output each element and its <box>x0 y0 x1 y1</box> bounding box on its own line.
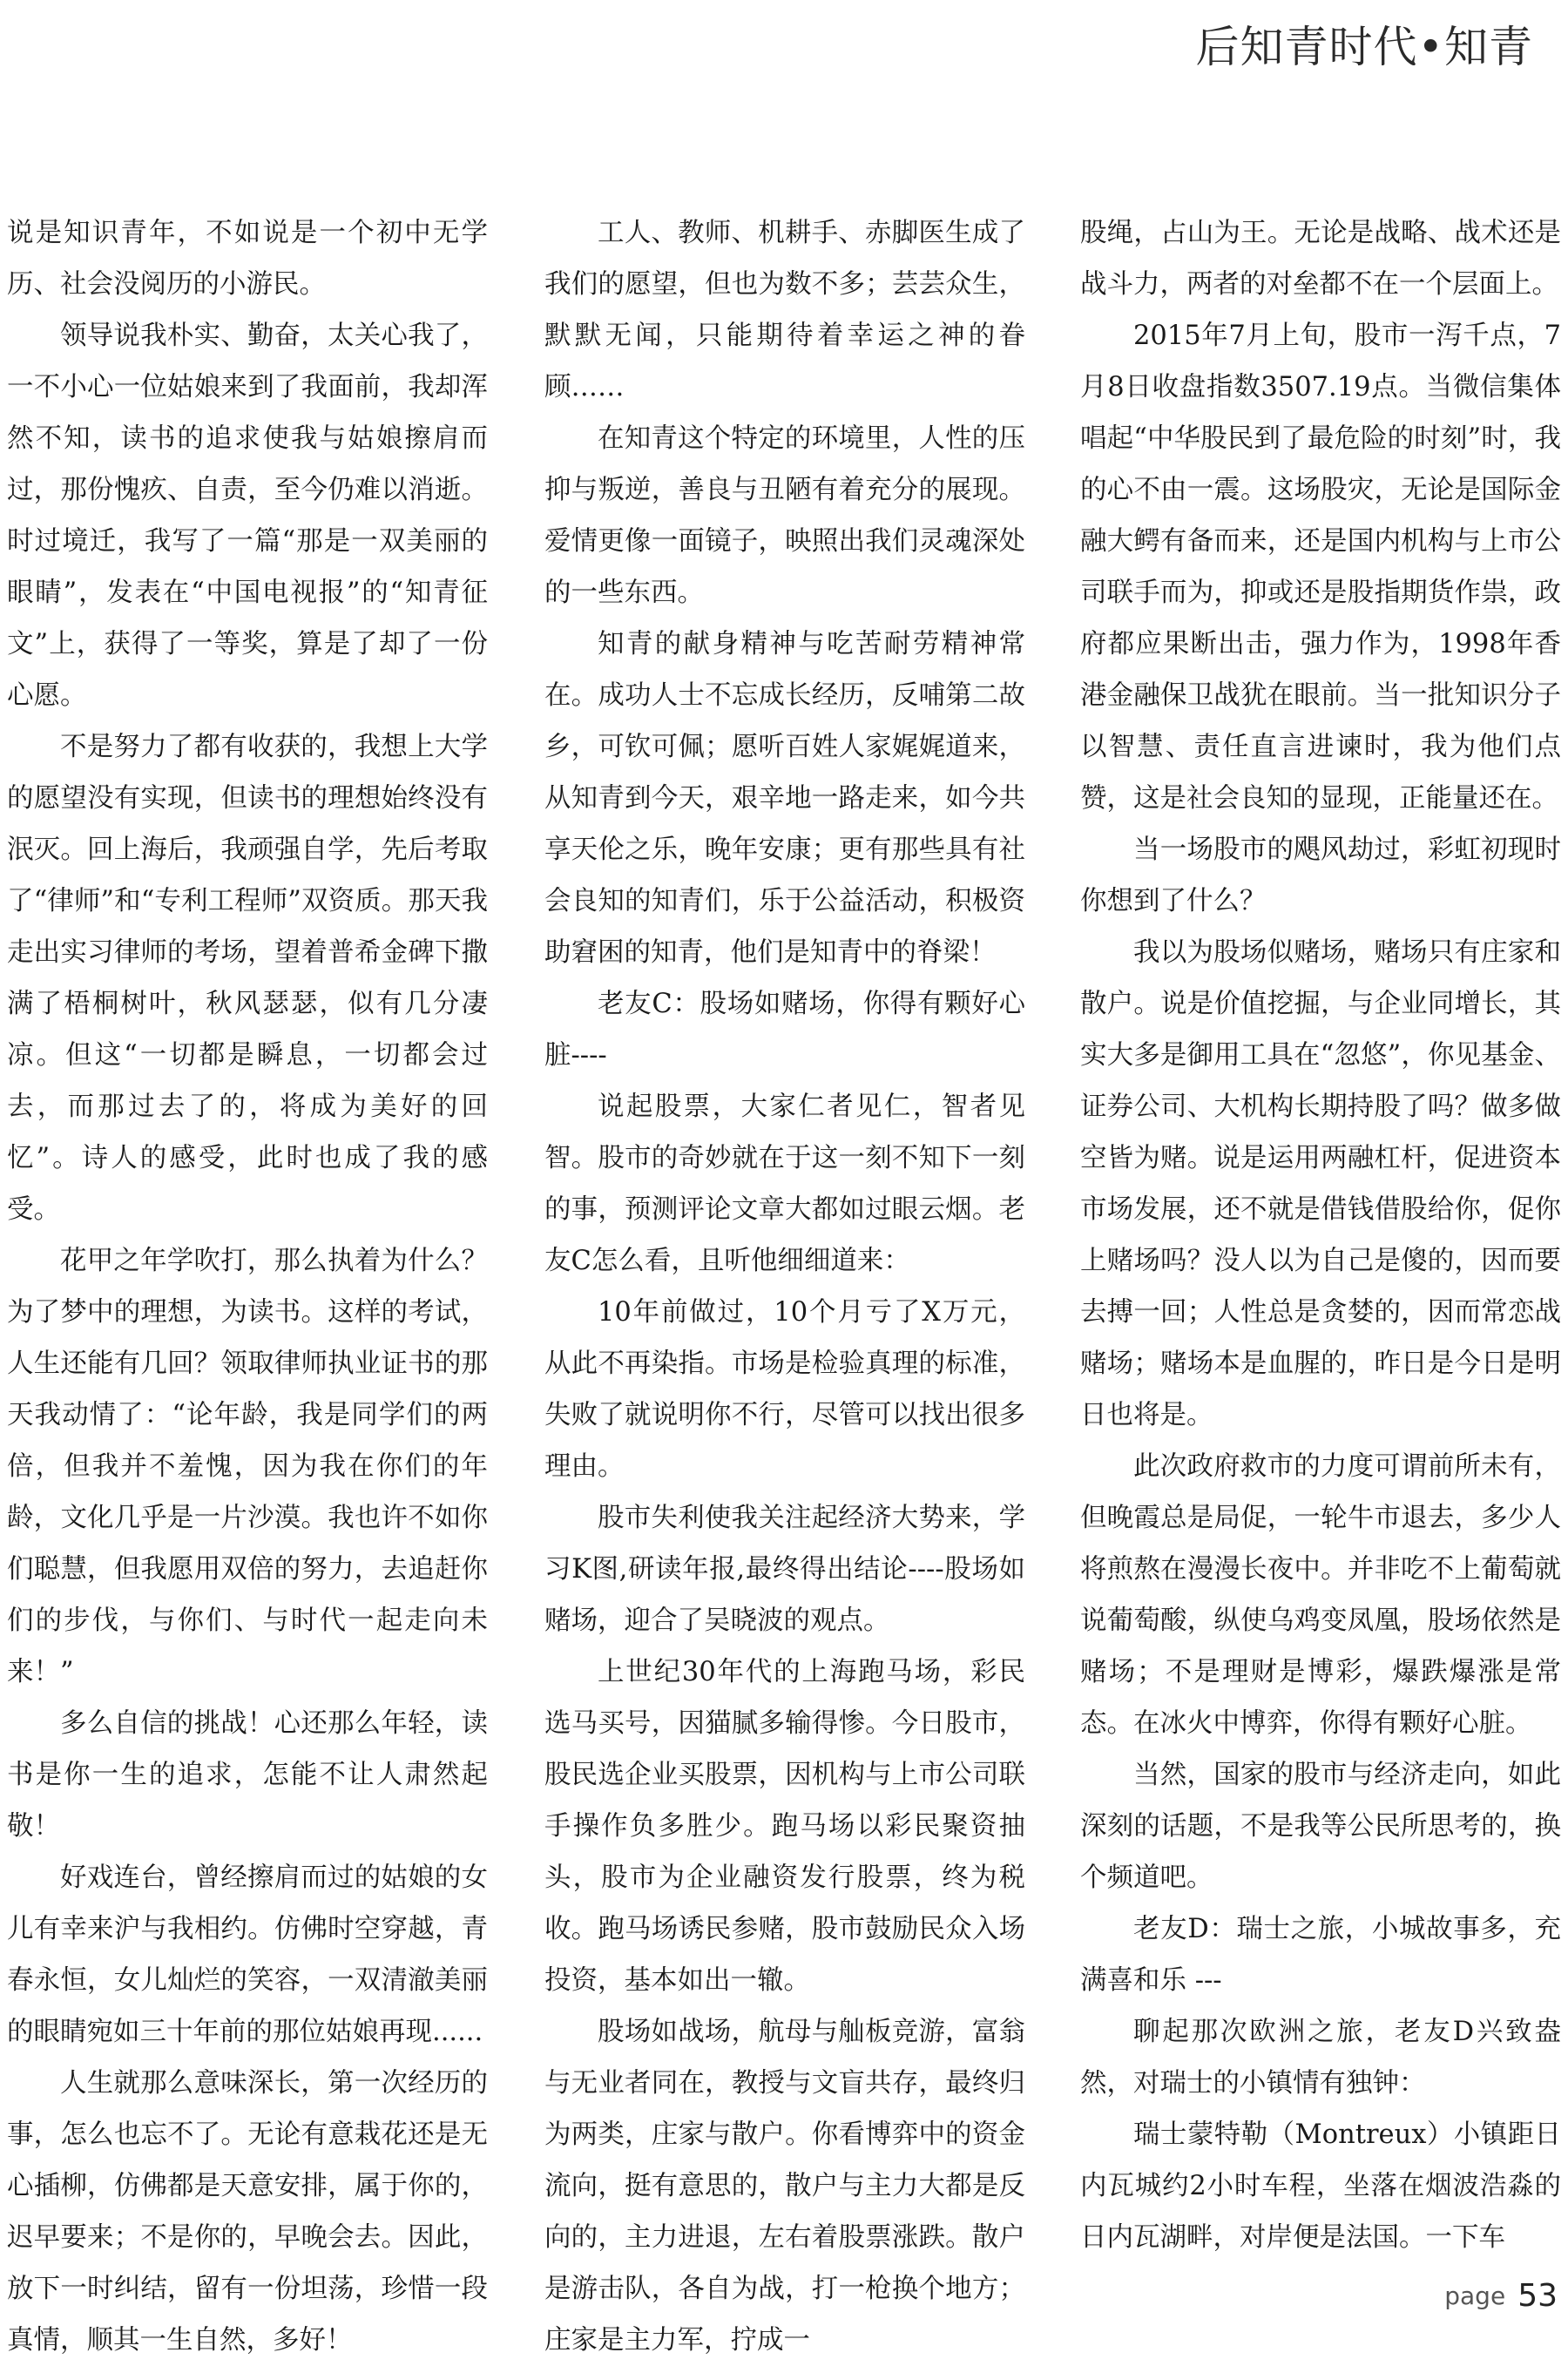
paragraph: 此次政府救市的力度可谓前所未有，但晚霞总是局促，一轮牛市退去，多少人将煎熬在漫漫长夜中。并非吃不上葡萄就说葡萄酸，纵使乌鸡变凤凰，股场依然是赌场；不是理财是博彩，爆跌爆涨是常态。在冰火中博弈，你得有颗好心脏。 <box>1080 1451 1561 1739</box>
text-column-2 <box>544 207 1025 2366</box>
paragraph: 我以为股场似赌场，赌场只有庄家和散户。说是价值挖掘，与企业同增长，其实大多是御用工具在“忽悠”，你见基金、证券公司、大机构长期持股了吗？做多做空皆为赌。说是运用两融杠杆，促进资本市场发展，还不就是借钱借股给你，促你上赌场吗？没人以为自己是傻的，因而要去搏一回；人性总是贪婪的，因而常恋战赌场；赌场本是血腥的，昨日是今日是明日也将是。 <box>1080 937 1561 1430</box>
paragraph: 股市失利使我关注起经济大势来，学习K图,研读年报,最终得出结论----股场如赌场，迎合了吴晓波的观点。 <box>544 1503 1025 1636</box>
page-footer <box>1444 2271 1568 2320</box>
paragraph: 知青的献身精神与吃苦耐劳精神常在。成功人士不忘成长经历，反哺第二故乡，可钦可佩；愿听百姓人家娓娓道来，从知青到今天，艰辛地一路走来，如今共享天伦之乐，晚年安康；更有那些具有社会良知的知青们，乐于公益活动，积极资助窘困的知青，他们是知青中的脊梁！ <box>544 629 1025 968</box>
paragraph: 说起股票，大家仁者见仁，智者见智。股市的奇妙就在于这一刻不知下一刻的事，预测评论文章大都如过眼云烟。老友C怎么看，且听他细细道来： <box>544 1092 1025 1276</box>
paragraph-subheading: 老友D：瑞士之旅，小城故事多，充满喜和乐 --- <box>1080 1914 1561 1996</box>
paragraph-subheading: 老友C：股场如赌场，你得有颗好心脏---- <box>544 989 1025 1071</box>
paragraph: 10年前做过，10个月亏了X万元，从此不再染指。市场是检验真理的标准，失败了就说明你不行，尽管可以找出很多理由。 <box>544 1297 1025 1482</box>
paragraph: 股绳，占山为王。无论是战略、战术还是战斗力，两者的对垒都不在一个层面上。 <box>1080 218 1561 300</box>
paragraph: 说是知识青年，不如说是一个初中无学历、社会没阅历的小游民。 <box>7 218 488 300</box>
paragraph: 人生就那么意味深长，第一次经历的事，怎么也忘不了。无论有意栽花还是无心插柳，仿佛都是天意安排，属于你的，迟早要来；不是你的，早晚会去。因此，放下一时纠结，留有一份坦荡，珍惜一段真情，顺其一生自然，多好！ <box>7 2068 488 2356</box>
paragraph: 当一场股市的飓风劫过，彩虹初现时你想到了什么？ <box>1080 835 1561 916</box>
paragraph: 好戏连台，曾经擦肩而过的姑娘的女儿有幸来沪与我相约。仿佛时空穿越，青春永恒，女儿灿烂的笑容，一双清澈美丽的眼睛宛如三十年前的那位姑娘再现...... <box>7 1862 488 2047</box>
text-column-1 <box>7 207 488 2366</box>
paragraph: 聊起那次欧洲之旅，老友D兴致盎然，对瑞士的小镇情有独钟： <box>1080 2017 1561 2099</box>
paragraph: 不是努力了都有收获的，我想上大学的愿望没有实现，但读书的理想始终没有泯灭。回上海后，我顽强自学，先后考取了“律师”和“专利工程师”双资质。那天我走出实习律师的考场，望着普希金碑下撒满了梧桐树叶，秋风瑟瑟，似有几分凄凉。但这“一切都是瞬息，一切都会过去，而那过去了的，将成为美好的回忆”。诗人的感受，此时也成了我的感受。 <box>7 732 488 1225</box>
paragraph: 瑞士蒙特勒（Montreux）小镇距日内瓦城约2小时车程，坐落在烟波浩淼的日内瓦湖畔，对岸便是法国。一下车 <box>1080 2119 1561 2253</box>
paragraph: 上世纪30年代的上海跑马场，彩民选马买号，因猫腻多输得惨。今日股市，股民选企业买股票，因机构与上市公司联手操作负多胜少。跑马场以彩民聚资抽头，股市为企业融资发行股票，终为税收。跑马场诱民参赌，股市鼓励民众入场投资，基本如出一辙。 <box>544 1657 1025 1996</box>
page-number: 53 <box>1517 2277 1558 2314</box>
paragraph: 花甲之年学吹打，那么执着为什么？为了梦中的理想，为读书。这样的考试，人生还能有几回？领取律师执业证书的那天我动情了：“论年龄，我是同学们的两倍，但我并不羞愧，因为我在你们的年龄，文化几乎是一片沙漠。我也许不如你们聪慧，但我愿用双倍的努力，去追赶你们的步伐，与你们、与时代一起走向未来！” <box>7 1246 488 1687</box>
paragraph: 工人、教师、机耕手、赤脚医生成了我们的愿望，但也为数不多；芸芸众生，默默无闻，只能期待着幸运之神的眷顾…… <box>544 218 1025 402</box>
paragraph: 领导说我朴实、勤奋，太关心我了，一不小心一位姑娘来到了我面前，我却浑然不知，读书的追求使我与姑娘擦肩而过，那份愧疚、自责，至今仍难以消逝。时过境迁，我写了一篇“那是一双美丽的眼睛”，发表在“中国电视报”的“知青征文”上，获得了一等奖，算是了却了一份心愿。 <box>7 321 488 711</box>
text-column-3 <box>1080 207 1561 2263</box>
paragraph: 2015年7月上旬，股市一泻千点，7月8日收盘指数3507.19点。当微信集体唱起“中华股民到了最危险的时刻”时，我的心不由一震。这场股灾，无论是国际金融大鳄有备而来，还是国内机构与上市公司联手而为，抑或还是股指期货作祟，政府都应果断出击，强力作为，1998年香港金融保卫战犹在眼前。当一批知识分子以智慧、责任直言进谏时，我为他们点赞，这是社会良知的显现，正能量还在。 <box>1080 321 1561 814</box>
paragraph: 多么自信的挑战！心还那么年轻，读书是你一生的追求，怎能不让人肃然起敬！ <box>7 1708 488 1842</box>
section-title: 后知青时代•知青 <box>1195 22 1533 72</box>
paragraph: 在知青这个特定的环境里，人性的压抑与叛逆，善良与丑陋有着充分的展现。爱情更像一面镜子，映照出我们灵魂深处的一些东西。 <box>544 423 1025 608</box>
paragraph: 股场如战场，航母与舢板竞游，富翁与无业者同在，教授与文盲共存，最终归为两类，庄家与散户。你看博弈中的资金流向，挺有意思的，散户与主力大都是反向的，主力进退，左右着股票涨跌。散户是游击队，各自为战，打一枪换个地方；庄家是主力军，拧成一 <box>544 2017 1025 2356</box>
paragraph: 当然，国家的股市与经济走向，如此深刻的话题，不是我等公民所思考的，换个频道吧。 <box>1080 1760 1561 1893</box>
page-label: page <box>1444 2281 1506 2310</box>
